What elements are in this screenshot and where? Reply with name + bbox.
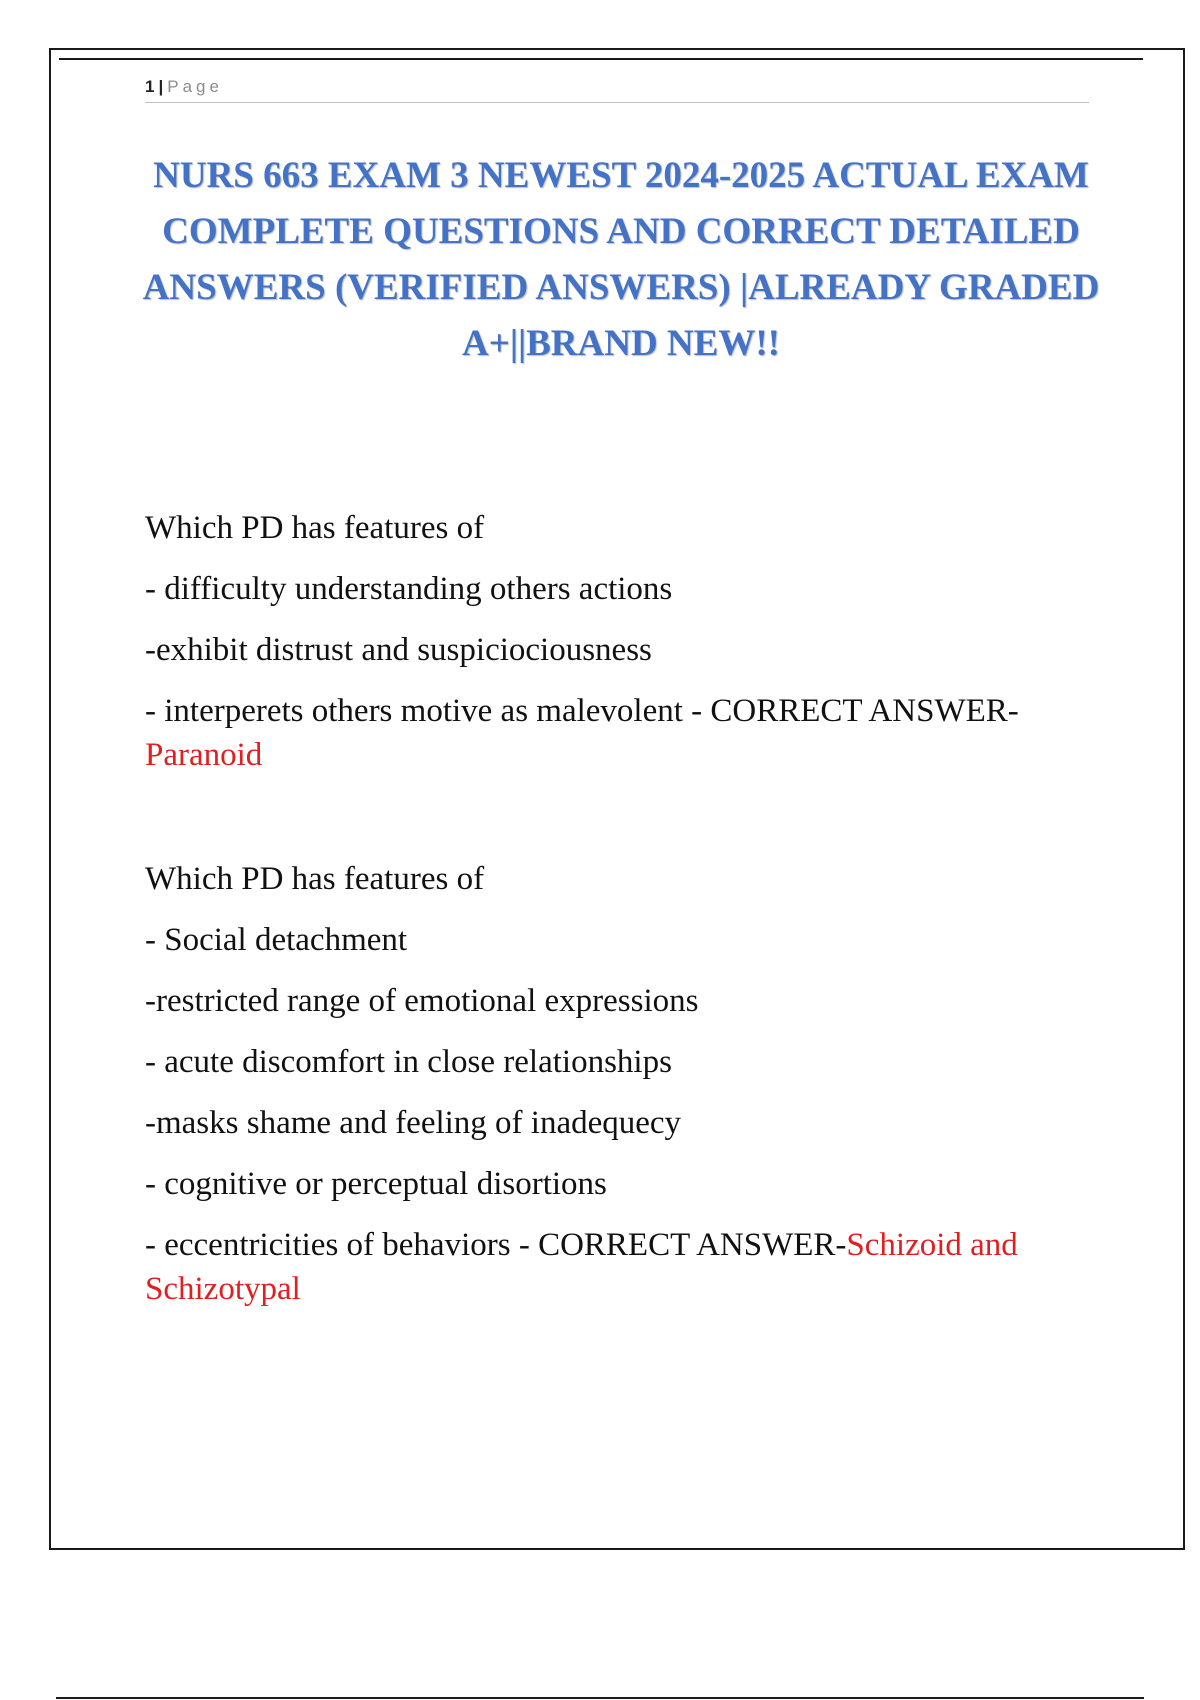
document-title: NURS 663 EXAM 3 NEWEST 2024-2025 ACTUAL EXAM COMPLETE QUESTIONS AND CORRECT DETAILED ANSWERS (VERIFIED ANSWERS) |ALREADY GRADED A+||BRAND NEW!! [142,155,1100,364]
question-stem: Which PD has features of [145,861,485,897]
header-separator: | [158,77,164,96]
page-label: Page [167,77,223,96]
question-block-1 [145,506,1085,794]
correct-answer: Paranoid [145,737,263,773]
page-header [145,76,1089,103]
question-bullet: - difficulty understanding others actions [145,571,673,607]
page-number: 1 [145,77,155,96]
question-bullet: -masks shame and feeling of inadequecy [145,1105,682,1141]
question-stem: Which PD has features of [145,510,485,546]
question-last-line-text: - eccentricities of behaviors - CORRECT ANSWER- [145,1227,847,1263]
question-bullet: - cognitive or perceptual disortions [145,1166,607,1202]
question-bullet: - Social detachment [145,922,408,958]
top-rule [59,58,1143,60]
bottom-rule [56,1697,1144,1699]
page-frame [49,48,1185,1550]
question-bullet: -restricted range of emotional expressions [145,983,699,1019]
correct-answer: Schizoid and Schizotypal [145,1227,1018,1307]
question-last-line [145,689,1085,777]
question-bullet: - acute discomfort in close relationships [145,1044,672,1080]
question-last-line [145,1223,1085,1311]
question-bullet: -exhibit distrust and suspiciociousness [145,632,652,668]
question-block-2 [145,857,1085,1328]
question-last-line-text: - interperets others motive as malevolent - CORRECT ANSWER- [145,693,1019,729]
